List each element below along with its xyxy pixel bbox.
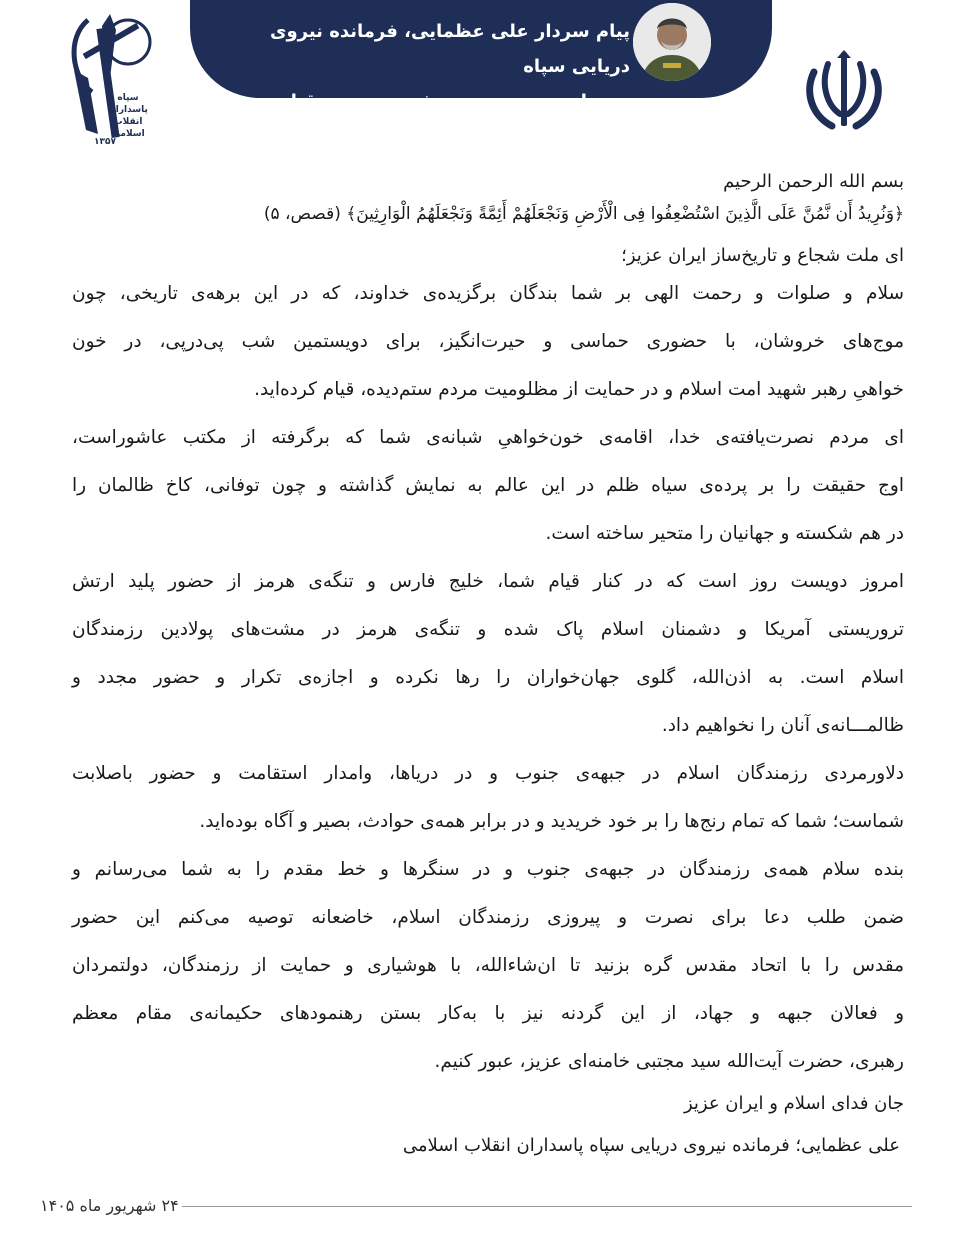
paragraph-line: و فعالان جبهه و جهاد، از این گردنه نیز با به‌کار بستن رهنمودهای حکیمانه‌ی مقام معظم	[72, 1003, 904, 1024]
paragraph-line: ظالمـــانه‌ی آنان را نخواهیم داد.	[661, 715, 904, 736]
paragraph-line: بنده سلام همه‌ی رزمندگان در جبهه‌ی جنوب و در سنگرها و خط مقدم را به شما می‌رسانم و	[72, 859, 904, 880]
paragraph-line: موج‌های خروشان، با حضوری حماسی و حیرت‌انگیز، برای دویستمین شب پی‌درپی، در خون	[72, 331, 904, 352]
footer-divider	[182, 1206, 912, 1207]
paragraph-line: دلاورمردی رزمندگان اسلام در جبهه‌ی جنوب و در دریاها، وامدار استقامت و حضور باصلابت	[72, 763, 904, 784]
footer-date: ۲۴ شهریور ماه ۱۴۰۵	[40, 1196, 179, 1215]
paragraph-line: سلام و صلوات و رحمت الهی بر شما بندگان برگزیده‌ی خداوند، که در این برهه‌ی تاریخی، چون	[72, 283, 904, 304]
paragraph-line: ای مردم نصرت‌یافته‌ی خدا، اقامه‌ی خون‌خواهیِ شبانه‌ی شما که برگرفته از مکتب عاشوراست،	[72, 427, 904, 448]
signature: علی عظمایی؛ فرمانده نیروی دریایی سپاه پاسداران انقلاب اسلامی	[402, 1135, 900, 1156]
portrait-avatar	[633, 3, 711, 81]
paragraph-line: ضمن طلب دعا برای نصرت و پیروزی رزمندگان اسلام، خاضعانه توصیه می‌کنم این حضور	[72, 907, 904, 928]
paragraph-line: اسلام است. به اذن‌الله، گلوی جهان‌خواران را رها نکرده و اجازه‌ی تکرار و حضور مجدد و	[72, 667, 904, 688]
paragraph-4	[72, 750, 904, 846]
paragraph-2	[72, 414, 904, 558]
iran-emblem-icon	[804, 50, 884, 130]
header-title-line-2: به مناسبت دویستمین شب حضور و قیام مردم ایران	[226, 91, 630, 147]
paragraph-line: مقدس را با اتحاد مقدس گره بزنید تا ان‌شاءالله، با هوشیاری و حمایت از رزمندگان، دولتمردان	[72, 955, 904, 976]
message-body	[72, 168, 904, 1156]
quran-verse: ﴿وَنُرِیدُ أَن نَّمُنَّ عَلَی الَّذِینَ اسْتُضْعِفُوا فِی الْأَرْضِ وَنَجْعَلَهُمْ أَئِمَّةً وَنَجْعَلَهُمُ الْوَارِثِینَ﴾ (قصص، ۵)	[263, 204, 904, 224]
paragraph-5	[72, 846, 904, 1086]
paragraph-line: خواهیِ رهبر شهید امت اسلام و در حمایت از مظلومیت مردم ستم‌دیده، قیام کرده‌اید.	[254, 379, 904, 400]
paragraph-line: رهبری، حضرت آیت‌الله سید مجتبی خامنه‌ای عزیز، عبور کنیم.	[434, 1051, 904, 1072]
portrait-icon	[633, 3, 711, 81]
salutation: ای ملت شجاع و تاریخ‌ساز ایران عزیز؛	[621, 245, 904, 266]
paragraph-3	[72, 558, 904, 750]
closing-line: جان فدای اسلام و ایران عزیز	[683, 1093, 904, 1114]
basmala: بسم الله الرحمن الرحیم	[723, 171, 904, 192]
logo-text: سپاه پاسداران انقلاب اسلامی	[108, 93, 148, 139]
paragraph-line: شماست؛ شما که تمام رنج‌ها را بر خود خریدید و در برابر همه‌ی حوادث، بصیر و آگاه بوده‌اید.	[199, 811, 904, 832]
logo-year: ۱۳۵۷	[94, 137, 116, 147]
paragraph-line: در هم شکسته و جهانیان را متحیر ساخته است.	[545, 523, 904, 544]
paragraph-line: تروریستی آمریکا و دشمنان اسلام پاک شده و تنگه‌ی هرمز در مشت‌های پولادین رزمندگان	[72, 619, 904, 640]
header-title	[210, 14, 630, 154]
paragraph-1	[72, 270, 904, 414]
paragraph-line: امروز دویست روز است که در کنار قیام شما، خلیج فارس و تنگه‌ی هرمز از حضور پلید ارتش	[72, 571, 904, 592]
paragraph-line: اوج حقیقت را بر پرده‌ی سیاه ظلم در این عالم به نمایش گذاشته و چون توفانی، کاخ ظالمان را	[72, 475, 904, 496]
header-title-line-1: پیام سردار علی عظمایی، فرمانده نیروی دریایی سپاه	[269, 21, 630, 77]
